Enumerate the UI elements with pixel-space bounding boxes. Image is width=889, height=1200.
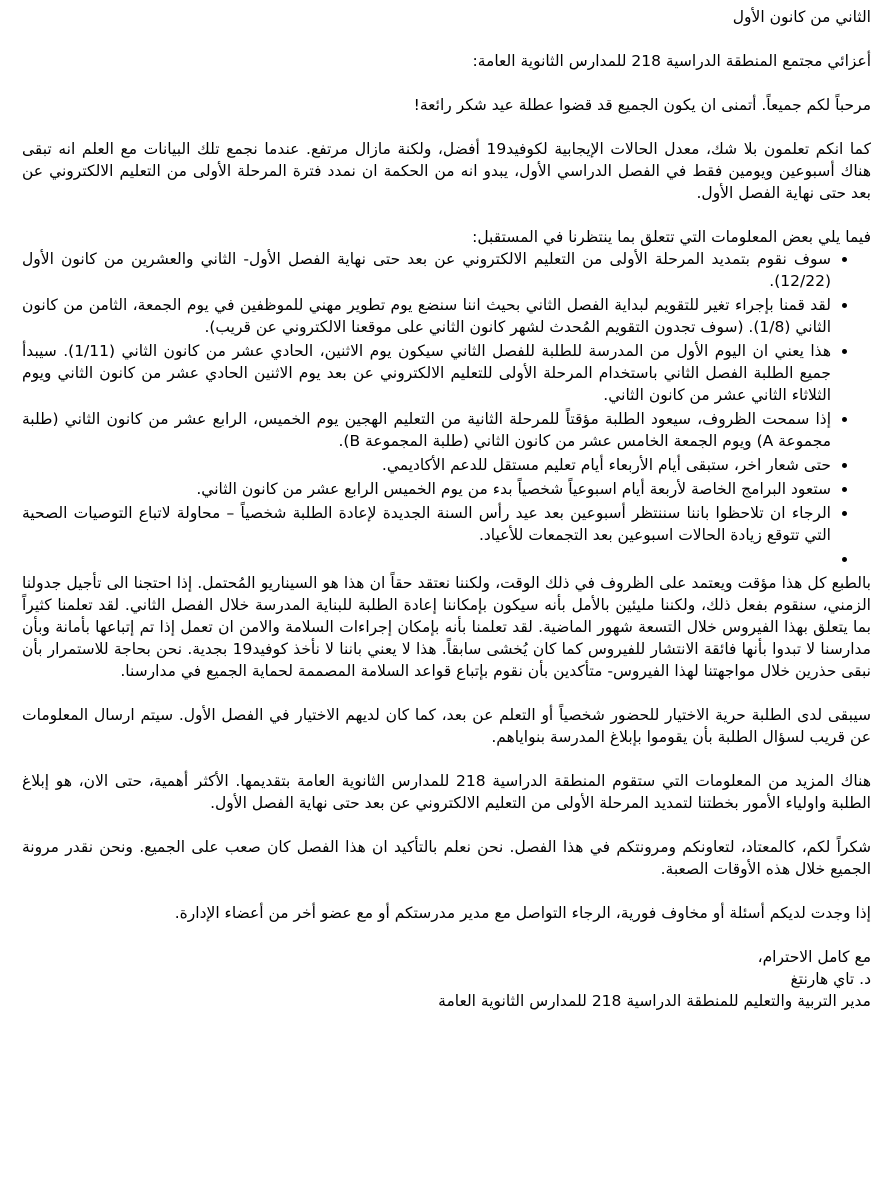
list-item: • الرجاء ان تلاحظوا باننا سننتظر أسبوعين بعد عيد رأس السنة الجديدة لإعادة الطلبة شخصياً – محاولة لاتباع التوصيات الصحية التي تتوقع زيادة الحالات اسبوعين بعد التجمعات للأعياد.	[22, 502, 831, 546]
list-item: • لقد قمنا بإجراء تغير للتقويم لبداية الفصل الثاني بحيث اننا سنضع يوم تطوير مهني للموظفين في يوم الجمعة، الثامن من كانون الثاني (1/8). (سوف تجدون التقويم المُحدث لشهر كانون الثاني على موقعنا الالكتروني عن قريب).	[22, 294, 831, 338]
letter-date: الثاني من كانون الأول	[732, 8, 871, 26]
paragraph-more-info: هناك المزيد من المعلومات التي ستقوم المنطقة الدراسية 218 للمدارس الثانوية العامة بتقديمها. الأكثر أهمية، حتى الان، هو إبلاغ الطلبة واولياء الأمور بخطتنا لتمديد المرحلة الأولى من التعليم الالكتروني عن بعد حتى نهاية الفصل الأول.	[22, 772, 871, 812]
future-intro: فيما يلي بعض المعلومات التي تتعلق بما ينتظرنا في المستقبل:	[472, 228, 871, 246]
list-item: • سوف نقوم بتمديد المرحلة الأولى من التعليم الالكتروني عن بعد حتى نهاية الفصل الأول- الثاني والعشرين من كانون الأول (12/22).	[22, 248, 831, 292]
bullet-list	[22, 248, 871, 570]
closing: مع كامل الاحترام،	[757, 948, 871, 966]
list-item-empty	[22, 548, 831, 570]
paragraph-temporary: بالطبع كل هذا مؤقت ويعتمد على الظروف في ذلك الوقت، ولكننا نعتقد حقاً ان هذا هو السيناريو المُحتمل. إذا احتجنا الى تأجيل جدولنا الزمني، سنقوم بفعل ذلك، ولكننا مليئين بالأمل بأنه سيكون بإمكاننا إعادة الطلبة للبناية المدرسة خلال الفصل الثاني. لقد تعلمنا كثيراً بما يتعلق بهذا الفيروس خلال التسعة شهور الماضية. لقد تعلمنا بأنه بإمكان إجراءات السلامة والامن ان تعمل إذا تم إتباعها بأمانة وبأن مدارسنا لا تبدوا بأنها فائقة الانتشار للفيروس كما كان يُخشى سابقاً. هذا لا يعني باننا لا نأخذ كوفيد19 بجدية. نحن بحاجة للاستمرار بأن نبقى حذرين خلال مواجهتنا لهذا الفيروس- متأكدين بأن نقوم بإتباع قواعد السلامة المصممة لحماية الجميع في مدارسنا.	[22, 574, 871, 680]
paragraph-questions: إذا وجدت لديكم أسئلة أو مخاوف فورية، الرجاء التواصل مع مدير مدرستكم أو مع عضو أخر من أعضاء الإدارة.	[174, 904, 871, 922]
signer-title: مدير التربية والتعليم للمنطقة الدراسية 218 للمدارس الثانوية العامة	[438, 992, 871, 1010]
list-item: • ستعود البرامج الخاصة لأربعة أيام اسبوعياً شخصياً بدء من يوم الخميس الرابع عشر من كانون الثاني.	[22, 478, 831, 500]
paragraph-thanks: شكراً لكم، كالمعتاد، لتعاونكم ومرونتكم في هذا الفصل. نحن نعلم بالتأكيد ان هذا الفصل كان صعب على الجميع. ونحن نقدر مرونة الجميع خلال هذه الأوقات الصعبة.	[22, 838, 871, 878]
paragraph-covid: كما انكم تعلمون بلا شك، معدل الحالات الإيجابية لكوفيد19 أفضل، ولكنة مازال مرتفع. عندما نجمع تلك البيانات مع العلم انه تبقى هناك أسبوعين ويومين فقط في الفصل الدراسي الأول، يبدو انه من الحكمة ان نمدد فترة المرحلة الأولى من التعليم الالكتروني عن بعد حتى نهاية الفصل الأول.	[22, 140, 871, 202]
paragraph-choice: سيبقى لدى الطلبة حرية الاختيار للحضور شخصياً أو التعلم عن بعد، كما كان لديهم الاختيار في الفصل الأول. سيتم ارسال المعلومات عن قريب لسؤال الطلبة بأن يقوموا بإبلاغ المدرسة بنواياهم.	[22, 706, 871, 746]
signer-name: د. تاي هارنتغ	[790, 970, 871, 988]
greeting: مرحباً لكم جميعاً. أتمنى ان يكون الجميع قد قضوا عطلة عيد شكر رائعة!	[413, 96, 871, 114]
list-item: • حتى شعار اخر، ستبقى أيام الأربعاء أيام تعليم مستقل للدعم الأكاديمي.	[22, 454, 831, 476]
list-item: • هذا يعني ان اليوم الأول من المدرسة للطلبة للفصل الثاني سيكون يوم الاثنين، الحادي عشر من كانون الثاني (1/11). سيبدأ جميع الطلبة الفصل الثاني باستخدام المرحلة الأولى للتعليم الالكتروني عن بعد يوم الاثنين الحادي عشر من كانون الثاني ويوم الثلاثاء الثاني عشر من كانون الثاني.	[22, 340, 831, 406]
list-item: • إذا سمحت الظروف، سيعود الطلبة مؤقتاً للمرحلة الثانية من التعليم الهجين يوم الخميس، الرابع عشر من كانون الثاني (طلبة مجموعة A) ويوم الجمعة الخامس عشر من كانون الثاني (طلبة المجموعة B).	[22, 408, 831, 452]
salutation: أعزائي مجتمع المنطقة الدراسية 218 للمدارس الثانوية العامة:	[472, 52, 871, 70]
